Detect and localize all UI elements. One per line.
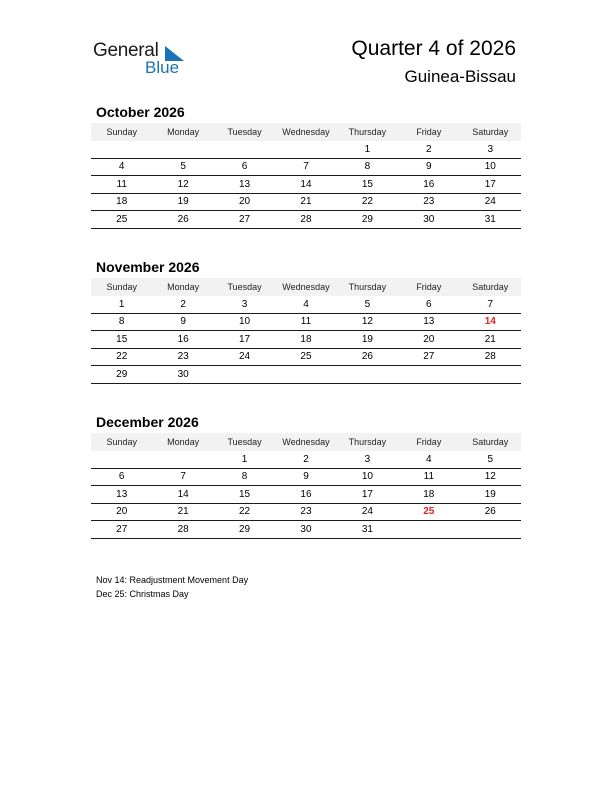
weekday-header: Tuesday <box>214 433 275 451</box>
day-cell: 8 <box>91 313 152 331</box>
day-cell: 6 <box>398 296 459 313</box>
day-cell: 14 <box>152 486 213 504</box>
day-cell: 13 <box>91 486 152 504</box>
day-cell: 22 <box>91 348 152 366</box>
empty-day-cell <box>398 366 459 384</box>
day-cell: 19 <box>152 193 213 211</box>
day-cell: 28 <box>152 521 213 539</box>
day-cell: 2 <box>275 451 336 468</box>
page-title: Quarter 4 of 2026 <box>351 37 516 60</box>
day-cell: 27 <box>91 521 152 539</box>
day-cell: 8 <box>214 468 275 486</box>
month-december <box>91 413 521 539</box>
day-cell: 1 <box>337 141 398 158</box>
week-row <box>91 521 521 539</box>
day-cell: 29 <box>91 366 152 384</box>
empty-day-cell <box>214 366 275 384</box>
day-cell: 16 <box>398 176 459 194</box>
day-cell: 26 <box>152 211 213 229</box>
day-cell: 30 <box>152 366 213 384</box>
day-cell: 7 <box>152 468 213 486</box>
week-row <box>91 193 521 211</box>
day-cell: 25 <box>91 211 152 229</box>
day-cell: 20 <box>91 503 152 521</box>
day-cell: 24 <box>337 503 398 521</box>
day-cell: 2 <box>398 141 459 158</box>
day-cell: 13 <box>214 176 275 194</box>
logo-general-text: General <box>93 40 159 61</box>
day-cell: 8 <box>337 158 398 176</box>
day-cell: 4 <box>91 158 152 176</box>
weekday-header: Saturday <box>460 278 521 296</box>
empty-day-cell <box>275 366 336 384</box>
weekday-header: Thursday <box>337 433 398 451</box>
month-october <box>91 103 521 229</box>
day-cell: 7 <box>275 158 336 176</box>
day-cell: 11 <box>91 176 152 194</box>
weekday-header: Thursday <box>337 278 398 296</box>
day-cell: 22 <box>337 193 398 211</box>
day-cell: 10 <box>460 158 521 176</box>
day-cell: 14 <box>275 176 336 194</box>
calendar-table <box>91 278 521 384</box>
day-cell: 23 <box>275 503 336 521</box>
day-cell: 19 <box>337 331 398 349</box>
day-cell: 29 <box>214 521 275 539</box>
day-cell: 27 <box>398 348 459 366</box>
day-cell: 20 <box>214 193 275 211</box>
day-cell: 25 <box>275 348 336 366</box>
calendar-table <box>91 123 521 229</box>
week-row <box>91 348 521 366</box>
week-row <box>91 296 521 313</box>
day-cell: 4 <box>398 451 459 468</box>
day-cell: 15 <box>214 486 275 504</box>
weekday-header: Tuesday <box>214 123 275 141</box>
day-cell: 15 <box>91 331 152 349</box>
day-cell: 1 <box>214 451 275 468</box>
day-cell: 13 <box>398 313 459 331</box>
calendar-table <box>91 433 521 539</box>
day-cell: 9 <box>152 313 213 331</box>
week-row <box>91 486 521 504</box>
day-cell: 15 <box>337 176 398 194</box>
weekday-header: Thursday <box>337 123 398 141</box>
holiday-notes <box>96 573 248 601</box>
empty-day-cell <box>275 141 336 158</box>
weekday-header: Monday <box>152 123 213 141</box>
empty-day-cell <box>398 521 459 539</box>
day-cell: 18 <box>275 331 336 349</box>
holiday-note: Nov 14: Readjustment Movement Day <box>96 575 249 585</box>
month-title: December 2026 <box>96 414 199 430</box>
day-cell: 29 <box>337 211 398 229</box>
day-cell: 18 <box>91 193 152 211</box>
day-cell: 21 <box>152 503 213 521</box>
day-cell: 5 <box>152 158 213 176</box>
week-row <box>91 176 521 194</box>
day-cell: 31 <box>337 521 398 539</box>
week-row <box>91 468 521 486</box>
empty-day-cell <box>460 521 521 539</box>
empty-day-cell <box>460 366 521 384</box>
day-cell: 12 <box>152 176 213 194</box>
day-cell: 9 <box>398 158 459 176</box>
day-cell: 9 <box>275 468 336 486</box>
day-cell: 10 <box>214 313 275 331</box>
day-cell: 12 <box>460 468 521 486</box>
weekday-header: Wednesday <box>275 123 336 141</box>
day-cell: 16 <box>275 486 336 504</box>
weekday-header: Friday <box>398 278 459 296</box>
day-cell: 14 <box>460 313 521 331</box>
day-cell: 11 <box>275 313 336 331</box>
weekday-header: Friday <box>398 123 459 141</box>
week-row <box>91 158 521 176</box>
weekday-header: Saturday <box>460 123 521 141</box>
day-cell: 2 <box>152 296 213 313</box>
weekday-header: Monday <box>152 433 213 451</box>
empty-day-cell <box>91 141 152 158</box>
empty-day-cell <box>152 141 213 158</box>
day-cell: 26 <box>337 348 398 366</box>
day-cell: 3 <box>214 296 275 313</box>
day-cell: 3 <box>337 451 398 468</box>
week-row <box>91 211 521 229</box>
weekday-header: Saturday <box>460 433 521 451</box>
day-cell: 12 <box>337 313 398 331</box>
day-cell: 25 <box>398 503 459 521</box>
day-cell: 28 <box>460 348 521 366</box>
day-cell: 17 <box>460 176 521 194</box>
empty-day-cell <box>152 451 213 468</box>
day-cell: 23 <box>398 193 459 211</box>
day-cell: 4 <box>275 296 336 313</box>
day-cell: 30 <box>275 521 336 539</box>
day-cell: 31 <box>460 211 521 229</box>
day-cell: 22 <box>214 503 275 521</box>
day-cell: 19 <box>460 486 521 504</box>
day-cell: 7 <box>460 296 521 313</box>
day-cell: 5 <box>460 451 521 468</box>
day-cell: 17 <box>337 486 398 504</box>
week-row <box>91 366 521 384</box>
day-cell: 28 <box>275 211 336 229</box>
week-row <box>91 331 521 349</box>
weekday-header: Friday <box>398 433 459 451</box>
day-cell: 1 <box>91 296 152 313</box>
logo <box>93 40 193 80</box>
month-title: October 2026 <box>96 104 185 120</box>
day-cell: 30 <box>398 211 459 229</box>
weekday-header: Wednesday <box>275 433 336 451</box>
day-cell: 24 <box>460 193 521 211</box>
empty-day-cell <box>337 366 398 384</box>
day-cell: 5 <box>337 296 398 313</box>
month-title: November 2026 <box>96 259 200 275</box>
week-row <box>91 503 521 521</box>
day-cell: 23 <box>152 348 213 366</box>
weekday-header: Sunday <box>91 123 152 141</box>
day-cell: 10 <box>337 468 398 486</box>
day-cell: 27 <box>214 211 275 229</box>
country-name: Guinea-Bissau <box>404 67 516 86</box>
day-cell: 6 <box>214 158 275 176</box>
day-cell: 11 <box>398 468 459 486</box>
day-cell: 21 <box>460 331 521 349</box>
day-cell: 18 <box>398 486 459 504</box>
day-cell: 20 <box>398 331 459 349</box>
empty-day-cell <box>91 451 152 468</box>
empty-day-cell <box>214 141 275 158</box>
week-row <box>91 451 521 468</box>
holiday-note: Dec 25: Christmas Day <box>96 589 189 599</box>
day-cell: 16 <box>152 331 213 349</box>
day-cell: 24 <box>214 348 275 366</box>
day-cell: 21 <box>275 193 336 211</box>
weekday-header: Wednesday <box>275 278 336 296</box>
day-cell: 26 <box>460 503 521 521</box>
weekday-header: Monday <box>152 278 213 296</box>
month-november <box>91 258 521 384</box>
weekday-header: Tuesday <box>214 278 275 296</box>
day-cell: 6 <box>91 468 152 486</box>
week-row <box>91 141 521 158</box>
day-cell: 3 <box>460 141 521 158</box>
day-cell: 17 <box>214 331 275 349</box>
weekday-header: Sunday <box>91 433 152 451</box>
logo-blue-text: Blue <box>145 58 180 77</box>
week-row <box>91 313 521 331</box>
weekday-header: Sunday <box>91 278 152 296</box>
